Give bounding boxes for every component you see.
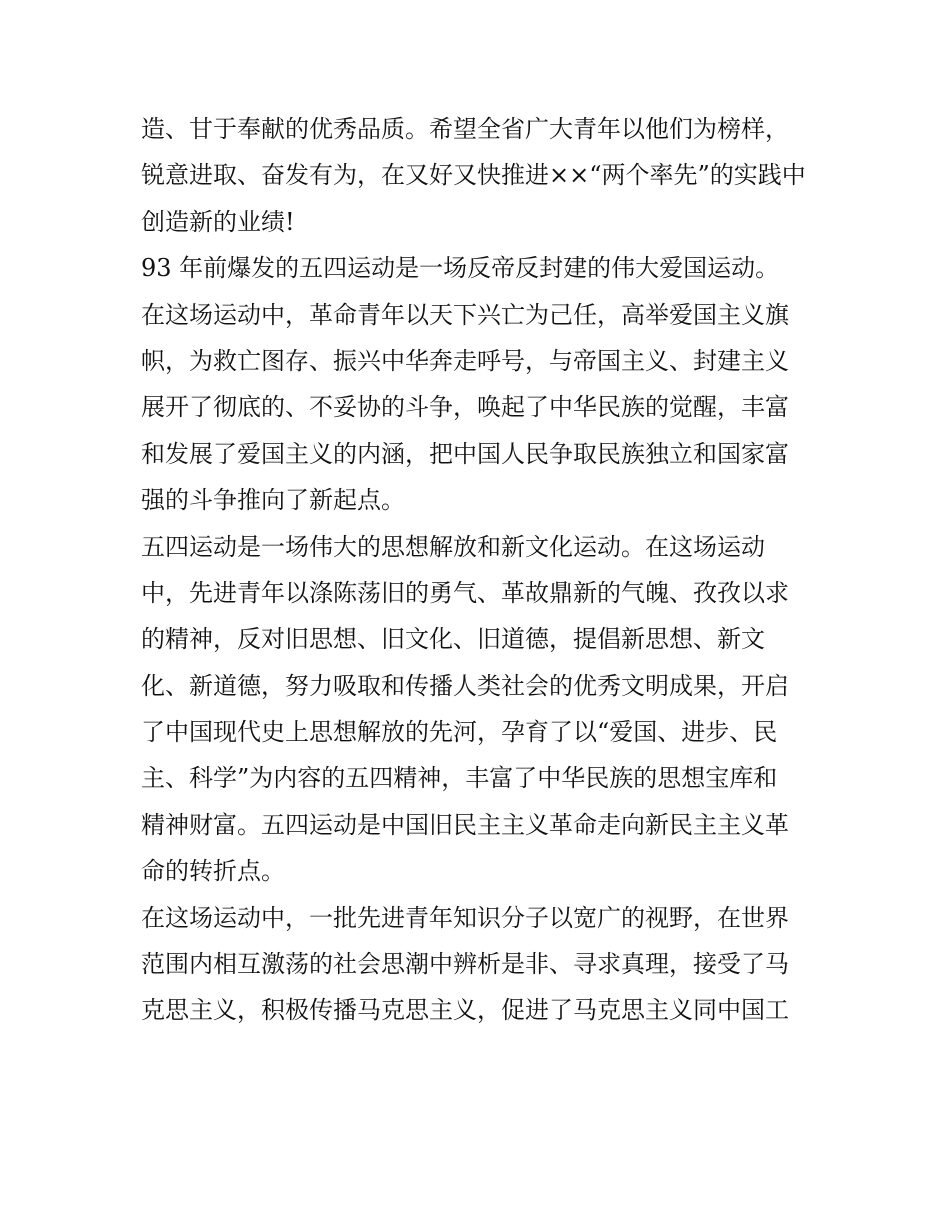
text-line: 命的转折点。	[141, 857, 285, 886]
text-line: 中，先进青年以涤陈荡旧的勇气、革故鼎新的气魄、孜孜以求	[141, 578, 789, 607]
text-line: 的精神，反对旧思想、旧文化、旧道德，提倡新思想、新文	[141, 625, 765, 654]
text-line: 强的斗争推向了新起点。	[141, 486, 405, 515]
text-line: 了中国现代史上思想解放的先河，孕育了以“爱国、进步、民	[141, 718, 778, 747]
text-line: 范围内相互激荡的社会思潮中辨析是非、寻求真理，接受了马	[141, 950, 789, 979]
text-line: 精神财富。五四运动是中国旧民主主义革命走向新民主主义革	[141, 810, 789, 839]
text-line: 五四运动是一场伟大的思想解放和新文化运动。在这场运动	[141, 532, 765, 561]
text-line: 主、科学”为内容的五四精神，丰富了中华民族的思想宝库和	[141, 764, 778, 793]
document-body	[141, 106, 813, 1034]
paragraph	[141, 106, 813, 245]
paragraph	[141, 895, 813, 1034]
paragraph	[141, 524, 813, 895]
text-line: 创造新的业绩!	[141, 207, 295, 236]
text-line: 和发展了爱国主义的内涵，把中国人民争取民族独立和国家富	[141, 439, 789, 468]
text-line: 化、新道德，努力吸取和传播人类社会的优秀文明成果，开启	[141, 671, 789, 700]
text-line: 锐意进取、奋发有为，在又好又快推进××“两个率先”的实践中	[141, 161, 806, 190]
text-line: 帜，为救亡图存、振兴中华奔走呼号，与帝国主义、封建主义	[141, 346, 789, 375]
text-line: 造、甘于奉献的优秀品质。希望全省广大青年以他们为榜样，	[141, 115, 789, 143]
text-line: 93 年前爆发的五四运动是一场反帝反封建的伟大爱国运动。	[141, 254, 780, 283]
text-line: 在这场运动中，革命青年以天下兴亡为己任，高举爱国主义旗	[141, 300, 789, 329]
text-line: 在这场运动中，一批先进青年知识分子以宽广的视野，在世界	[141, 903, 789, 932]
paragraph	[141, 245, 813, 523]
text-line: 克思主义，积极传播马克思主义，促进了马克思主义同中国工	[141, 996, 789, 1025]
text-line: 展开了彻底的、不妥协的斗争，唤起了中华民族的觉醒，丰富	[141, 393, 789, 422]
